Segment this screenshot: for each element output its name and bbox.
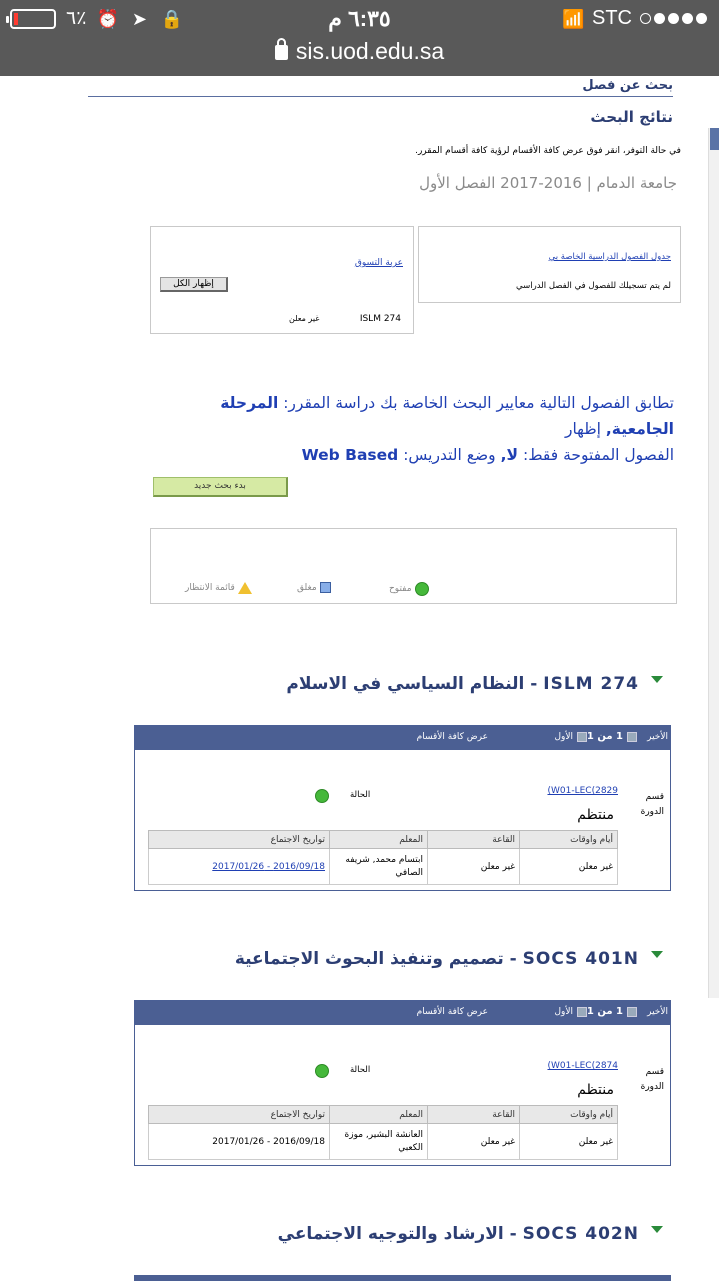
schedule-message: لم يتم تسجيلك للفصول في الفصل الدراسي: [516, 281, 671, 291]
open-status-icon: [315, 789, 329, 803]
legend-waitlist-label: قائمة الانتظار: [185, 583, 235, 593]
collapse-toggle-icon[interactable]: [651, 951, 663, 958]
legend-open: [389, 582, 429, 596]
cell-instructor: العانشة البشير, موزة الكعبي: [330, 1124, 428, 1160]
cart-status: غير معلن: [289, 314, 320, 323]
col-instructor: المعلم: [330, 831, 428, 849]
address-bar[interactable]: [0, 38, 719, 65]
url-text: sis.uod.edu.sa: [295, 38, 445, 64]
criteria-text: إظهار: [564, 420, 601, 438]
col-instructor: المعلم: [330, 1106, 428, 1124]
status-bar: [0, 0, 719, 38]
session-type: منتظم: [577, 807, 614, 823]
page-content: [0, 76, 719, 1280]
status-right: [562, 7, 707, 30]
my-schedule-box: [418, 226, 681, 303]
course-code: SOCS 402N: [522, 1224, 639, 1244]
carrier-name: STC: [592, 7, 632, 29]
shopping-cart-link[interactable]: عربة التسوق: [354, 258, 403, 268]
table-header-row: [149, 1106, 618, 1124]
meeting-table: [148, 830, 618, 885]
nav-next-icon[interactable]: [577, 1007, 587, 1017]
course-name: الارشاد والتوجيه الاجتماعي: [277, 1224, 504, 1244]
cell-dates: 2016/09/18 - 2017/01/26: [149, 1124, 330, 1160]
page-title: نتائج البحث: [590, 108, 673, 126]
collapse-toggle-icon[interactable]: [651, 1226, 663, 1233]
criteria-text: الفصول المفتوحة فقط:: [522, 446, 674, 464]
col-days: أيام واوقات: [520, 831, 618, 849]
criteria-career: المرحلة الجامعية,: [220, 394, 674, 438]
view-all-sections-link[interactable]: عرض كافة الأقسام: [416, 1007, 488, 1017]
cell-room: غير معلن: [428, 1124, 520, 1160]
open-status-icon: [315, 1064, 329, 1078]
rotation-lock-icon: 🔒: [160, 8, 183, 29]
open-status-icon: [415, 582, 429, 596]
clock: ٦:٣٥ م: [328, 6, 391, 31]
location-icon: ➤: [131, 8, 147, 29]
cell-dates: [149, 849, 330, 885]
section-link[interactable]: (W01-LEC(2829: [547, 786, 618, 796]
course-code: ISLM 274: [543, 674, 639, 694]
course-section-panel: [134, 1000, 671, 1166]
cell-days: غير معلن: [520, 849, 618, 885]
section-label: قسم الدورة: [640, 1067, 664, 1092]
signal-strength-icon: [640, 13, 707, 24]
cell-instructor: ابتسام محمد, شريفه الصافي: [330, 849, 428, 885]
nav-range: 1 من 1: [586, 1006, 623, 1017]
course-code: SOCS 401N: [522, 949, 639, 969]
criteria-mode: Web Based: [301, 446, 399, 464]
legend-open-label: مفتوح: [389, 584, 412, 594]
course-title[interactable]: ISLM 274 - النظام السياسي في الاسلام: [286, 674, 639, 694]
col-dates: تواريخ الاجتماع: [149, 831, 330, 849]
nav-prev-icon[interactable]: [627, 732, 637, 742]
criteria-text: تطابق الفصول التالية معايير البحث الخاصة بك دراسة المقرر:: [283, 394, 674, 412]
nav-last-link[interactable]: الأخير: [647, 1007, 668, 1017]
hint-text: في حالة التوفر، انقر فوق عرض كافة الأقسام لرؤية كافة أقسام المقرر.: [415, 146, 681, 156]
wifi-icon: 📶: [562, 8, 585, 29]
criteria-text: وضع التدريس:: [403, 446, 496, 464]
session-type: منتظم: [577, 1082, 614, 1098]
show-all-button[interactable]: إظهار الكل: [160, 277, 228, 292]
legend-closed-label: مغلق: [297, 582, 317, 593]
criteria-open-only: لا,: [500, 446, 519, 464]
section-link[interactable]: (W01-LEC(2874: [547, 1061, 618, 1071]
nav-first-link[interactable]: الأول: [554, 732, 573, 742]
status-label: الحالة: [350, 1065, 371, 1075]
course-title[interactable]: SOCS 401N - تصميم وتنفيذ البحوث الاجتماعية: [234, 949, 639, 969]
divider: [88, 96, 673, 97]
collapse-toggle-icon[interactable]: [651, 676, 663, 683]
section-label: قسم الدورة: [640, 792, 664, 817]
breadcrumb: بحث عن فصل: [582, 78, 673, 93]
nav-first-link[interactable]: الأول: [554, 1007, 573, 1017]
waitlist-status-icon: [238, 582, 252, 594]
course-name: النظام السياسي في الاسلام: [286, 674, 525, 694]
table-row: [149, 1124, 618, 1160]
search-criteria: [154, 390, 674, 468]
cell-days: غير معلن: [520, 1124, 618, 1160]
view-all-sections-link[interactable]: عرض كافة الأقسام: [416, 732, 488, 742]
cart-course-code: ISLM 274: [359, 314, 401, 324]
status-legend: [150, 528, 677, 604]
course-section-panel: [134, 725, 671, 891]
legend-closed: [297, 582, 331, 593]
cell-room: غير معلن: [428, 849, 520, 885]
meeting-dates-link[interactable]: 2016/09/18 - 2017/01/26: [212, 861, 325, 872]
alarm-icon: ⏰: [96, 8, 119, 29]
meeting-table: [148, 1105, 618, 1160]
course-section-panel-header: [134, 1275, 671, 1281]
col-days: أيام واوقات: [520, 1106, 618, 1124]
scrollbar[interactable]: [708, 128, 719, 998]
table-row: [149, 849, 618, 885]
battery-percent: ٦٪: [66, 8, 87, 29]
new-search-button[interactable]: بدء بحث جديد: [153, 477, 288, 497]
status-label: الحالة: [350, 790, 371, 800]
course-name: تصميم وتنفيذ البحوث الاجتماعية: [234, 949, 504, 969]
lock-icon: [275, 45, 288, 60]
criteria-line-1: [154, 390, 674, 442]
nav-next-icon[interactable]: [577, 732, 587, 742]
legend-waitlist: [185, 582, 252, 594]
col-room: القاعة: [428, 831, 520, 849]
col-dates: تواريخ الاجتماع: [149, 1106, 330, 1124]
panel-header: [135, 726, 670, 750]
campus-term: جامعة الدمام | 2016-2017 الفصل الأول: [419, 174, 677, 192]
nav-range: 1 من 1: [586, 731, 623, 742]
closed-status-icon: [320, 582, 331, 593]
table-header-row: [149, 831, 618, 849]
col-room: القاعة: [428, 1106, 520, 1124]
scrollbar-thumb[interactable]: [710, 128, 719, 150]
nav-prev-icon[interactable]: [627, 1007, 637, 1017]
panel-header: [135, 1001, 670, 1025]
criteria-line-2: [154, 442, 674, 468]
course-title[interactable]: SOCS 402N - الارشاد والتوجيه الاجتماعي: [277, 1224, 639, 1244]
nav-last-link[interactable]: الأخير: [647, 732, 668, 742]
browser-chrome: [0, 0, 719, 76]
my-schedule-link[interactable]: جدول الفصول الدراسية الخاصة بي: [548, 252, 671, 262]
